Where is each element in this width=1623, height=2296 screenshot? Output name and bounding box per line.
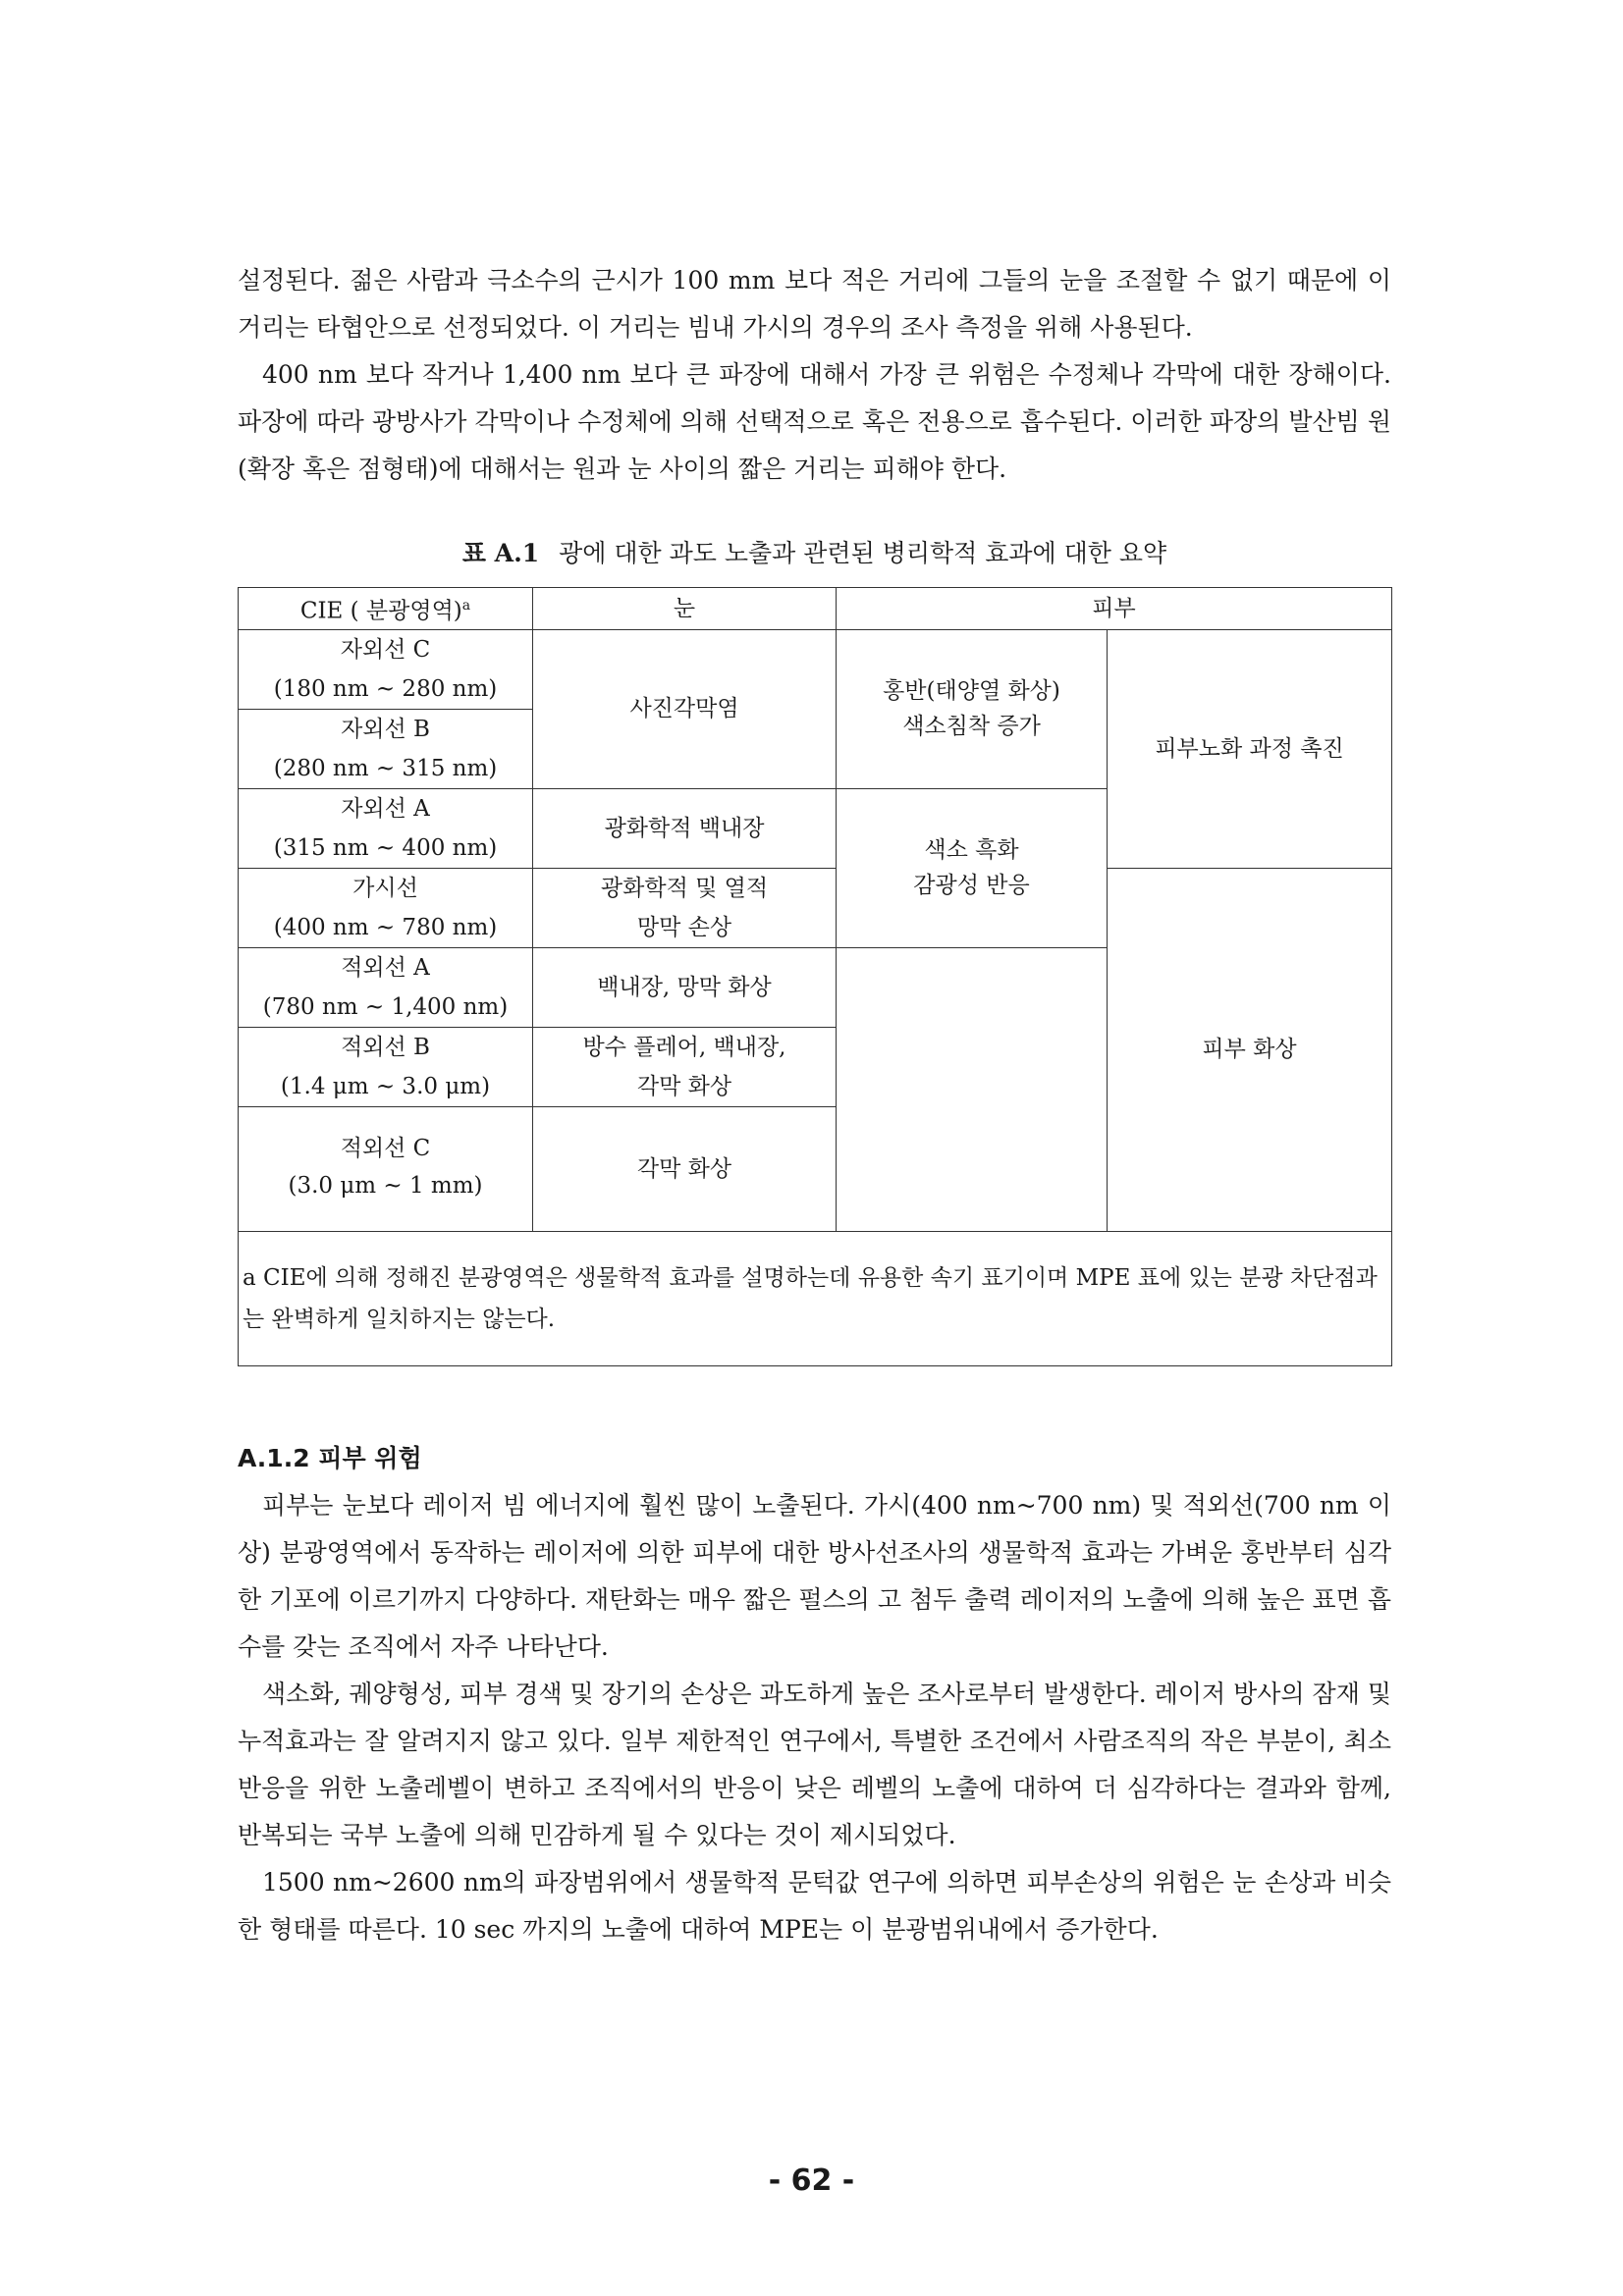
eye-irb-line-1: 방수 플레어, 백내장, xyxy=(533,1027,837,1067)
row-range-ira: (780 nm ~ 1,400 nm) xyxy=(239,988,533,1028)
intro-paragraph-1: 설정된다. 젊은 사람과 극소수의 근시가 100 mm 보다 적은 거리에 그들의 눈을 조절할 수 없기 때문에 이 거리는 타협안으로 선정되었다. 이 거리는 빔내 가시의 경우의 조사 측정을 위해 사용된다. xyxy=(238,266,1391,342)
eye-visible-line-1: 광화학적 및 열적 xyxy=(533,868,837,908)
row-range-uva: (315 nm ~ 400 nm) xyxy=(239,828,533,869)
page-number: - 62 - xyxy=(768,2163,855,2198)
effects-table xyxy=(238,587,1392,1366)
eye-uv-cb: 사진각막염 xyxy=(533,629,837,788)
row-name-uvc: 자외선 C xyxy=(239,629,533,669)
row-range-uvc: (180 nm ~ 280 nm) xyxy=(239,669,533,710)
row-name-ira: 적외선 A xyxy=(239,947,533,988)
row-name-uva: 자외선 A xyxy=(239,788,533,828)
header-eye: 눈 xyxy=(533,588,837,630)
row-range-irb: (1.4 μm ~ 3.0 μm) xyxy=(239,1067,533,1107)
table-caption xyxy=(238,536,1391,571)
skin-burn: 피부 화상 xyxy=(1108,868,1392,1231)
eye-visible-line-2: 망막 손상 xyxy=(533,908,837,948)
row-name-visible: 가시선 xyxy=(239,868,533,908)
row-range-visible: (400 nm ~ 780 nm) xyxy=(239,908,533,948)
table-footnote: a CIE에 의해 정해진 분광영역은 생물학적 효과를 설명하는데 유용한 속기 표기이며 MPE 표에 있는 분광 차단점과는 완벽하게 일치하지는 않는다. xyxy=(239,1231,1392,1365)
section-heading: A.1.2 피부 위험 xyxy=(238,1443,422,1472)
skin-paragraph-2: 색소화, 궤양형성, 피부 경색 및 장기의 손상은 과도하게 높은 조사로부터 발생한다. 레이저 방사의 잠재 및 누적효과는 잘 알려지지 않고 있다. 일부 제한적인 연구에서, 특별한 조건에서 사람조직의 작은 부분이, 최소 반응을 위한 노출레벨이 변하고 조직에서의 반응이 낮은 레벨의 노출에 대하여 더 심각하다는 결과와 함께, 반복되는 국부 노출에 의해 민감하게 될 수 있다는 것이 제시되었다. xyxy=(238,1679,1391,1849)
intro-paragraph-2: 400 nm 보다 작거나 1,400 nm 보다 큰 파장에 대해서 가장 큰 위험은 수정체나 각막에 대한 장해이다. 파장에 따라 광방사가 각막이나 수정체에 의해 선택적으로 혹은 전용으로 흡수된다. 이러한 파장의 발산빔 원(확장 혹은 점형태)에 대해서는 원과 눈 사이의 짧은 거리는 피해야 한다. xyxy=(238,360,1391,483)
skin-uv-line-1: 홍반(태양열 화상) xyxy=(883,678,1060,705)
skin-empty xyxy=(837,947,1108,1231)
header-skin: 피부 xyxy=(837,588,1392,630)
row-range-uvb: (280 nm ~ 315 nm) xyxy=(239,749,533,789)
eye-irb-line-2: 각막 화상 xyxy=(533,1067,837,1107)
skin-mid xyxy=(837,788,1108,947)
skin-aging: 피부노화 과정 촉진 xyxy=(1108,629,1392,868)
eye-irc: 각막 화상 xyxy=(533,1106,837,1231)
header-cie: CIE ( 분광영역)$^a$ xyxy=(239,588,533,630)
row-name-uvb: 자외선 B xyxy=(239,709,533,749)
page-body xyxy=(238,257,1391,1953)
skin-mid-line-1: 색소 흑화 xyxy=(924,837,1019,864)
row-name-irb: 적외선 B xyxy=(239,1027,533,1067)
eye-ira: 백내장, 망막 화상 xyxy=(533,947,837,1027)
skin-uv-line-2: 색소침착 증가 xyxy=(902,714,1041,740)
row-name-irc: 적외선 C xyxy=(239,1106,533,1166)
skin-uv xyxy=(837,629,1108,788)
table-label: 표 A.1 xyxy=(461,539,540,567)
skin-paragraph-3: 1500 nm~2600 nm의 파장범위에서 생물학적 문턱값 연구에 의하면 피부손상의 위험은 눈 손상과 비슷한 형태를 따른다. 10 sec 까지의 노출에 대하여 MPE는 이 분광범위내에서 증가한다. xyxy=(238,1867,1391,1944)
skin-paragraph-1: 피부는 눈보다 레이저 빔 에너지에 훨씬 많이 노출된다. 가시(400 nm~700 nm) 및 적외선(700 nm 이상) 분광영역에서 동작하는 레이저에 의한 피부에 대한 방사선조사의 생물학적 효과는 가벼운 홍반부터 심각한 기포에 이르기까지 다양하다. 재탄화는 매우 짧은 펄스의 고 첨두 출력 레이저의 노출에 의해 높은 표면 흡수를 갖는 조직에서 자주 나타난다. xyxy=(238,1490,1391,1661)
skin-mid-line-2: 감광성 반응 xyxy=(913,873,1030,899)
header-superscript: a xyxy=(461,598,471,614)
row-range-irc: (3.0 μm ~ 1 mm) xyxy=(239,1166,533,1205)
eye-uva: 광화학적 백내장 xyxy=(533,788,837,868)
table-title: 광에 대한 과도 노출과 관련된 병리학적 효과에 대한 요약 xyxy=(559,539,1167,567)
